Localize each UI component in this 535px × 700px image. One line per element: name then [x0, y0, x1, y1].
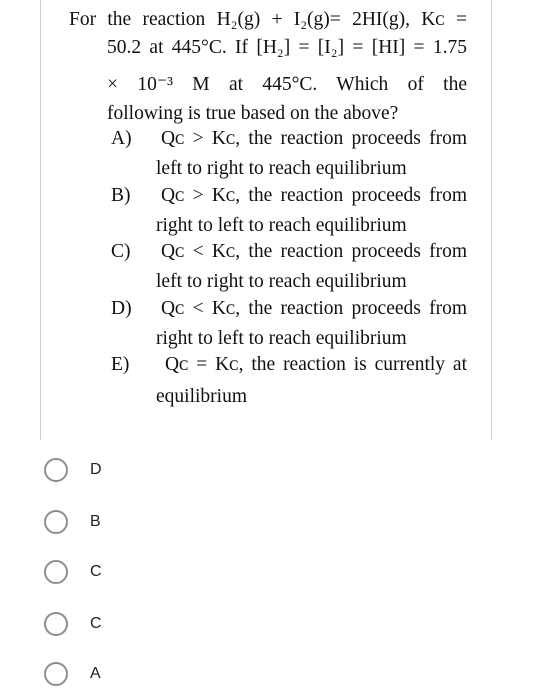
choice-4-label: C [90, 615, 102, 632]
question-line-2: 50.2 at 445°C. If [H₂] = [I₂] = [HI] = 1.75 [107, 37, 467, 58]
choice-3[interactable] [44, 556, 102, 588]
radio-button-4[interactable] [44, 612, 68, 636]
question-card [40, 0, 492, 440]
option-e-line-2: equilibrium [156, 386, 247, 407]
choice-3-label: C [90, 563, 102, 580]
question-line-1: For the reaction H₂(g) + I₂(g)= 2HI(g), Kᴄ = [69, 9, 467, 30]
choice-4[interactable] [44, 608, 102, 640]
option-b-line-2: right to left to reach equilibrium [156, 215, 407, 236]
option-e-line-1: Qᴄ = Kᴄ, the reaction is currently at [165, 354, 467, 375]
question-line-4: following is true based on the above? [107, 103, 399, 124]
radio-button-5[interactable] [44, 662, 68, 686]
choice-5-label: A [90, 665, 101, 682]
choice-2-label: B [90, 513, 101, 530]
option-c-line-2: left to right to reach equilibrium [156, 271, 407, 292]
radio-button-3[interactable] [44, 560, 68, 584]
radio-button-2[interactable] [44, 510, 68, 534]
choice-1[interactable] [44, 454, 102, 486]
option-b-letter: B) [111, 185, 131, 206]
option-a-letter: A) [111, 128, 132, 149]
option-e-letter: E) [111, 354, 130, 375]
option-b-line-1: Qᴄ > Kᴄ, the reaction proceeds from [161, 185, 467, 206]
option-a-line-1: Qᴄ > Kᴄ, the reaction proceeds from [161, 128, 467, 149]
choice-5[interactable] [44, 658, 101, 690]
option-d-line-1: Qᴄ < Kᴄ, the reaction proceeds from [161, 298, 467, 319]
choice-2[interactable] [44, 506, 101, 538]
radio-button-1[interactable] [44, 458, 68, 482]
option-c-line-1: Qᴄ < Kᴄ, the reaction proceeds from [161, 241, 467, 262]
question-line-3: × 10⁻³ M at 445°C. Which of the [107, 74, 467, 95]
option-a-line-2: left to right to reach equilibrium [156, 158, 407, 179]
option-c-letter: C) [111, 241, 131, 262]
option-d-line-2: right to left to reach equilibrium [156, 328, 407, 349]
option-d-letter: D) [111, 298, 132, 319]
choice-1-label: D [90, 461, 102, 478]
